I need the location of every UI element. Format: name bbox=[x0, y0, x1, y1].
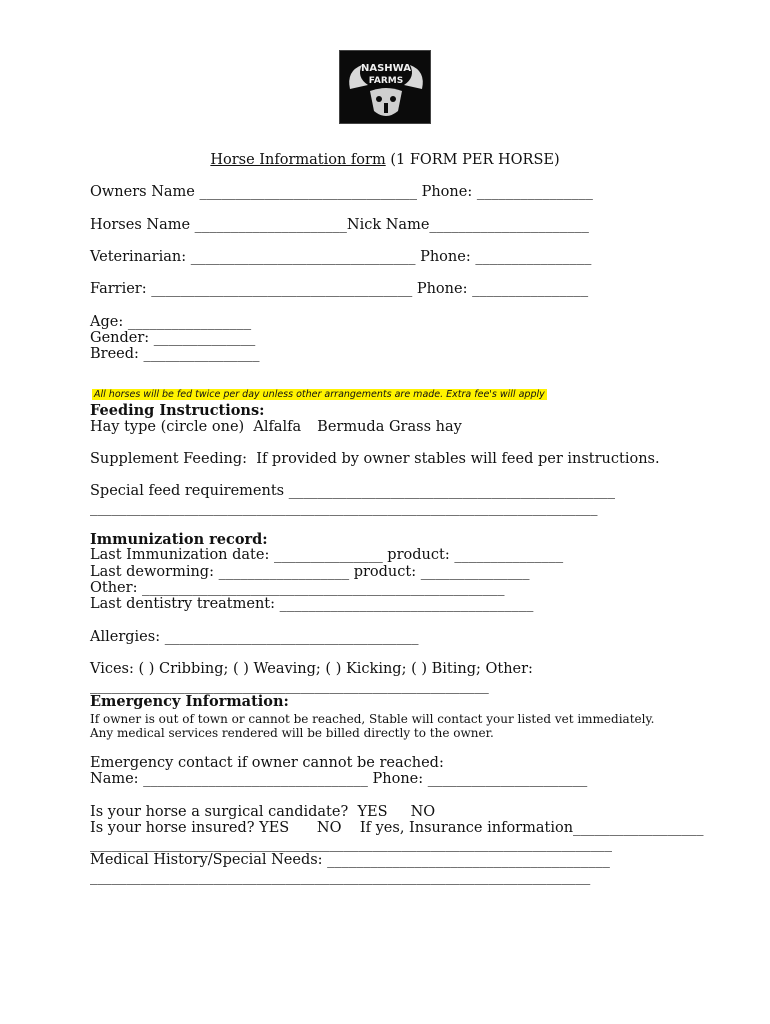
breed-field[interactable]: Breed: ________________ bbox=[90, 346, 260, 362]
hay-option-bermuda[interactable]: Bermuda Grass hay bbox=[317, 419, 462, 435]
emergency-text-1: If owner is out of town or cannot be reached, Stable will contact your listed vet immediately. bbox=[90, 712, 655, 726]
other-field[interactable]: Other: __________________________________________________ bbox=[90, 580, 505, 596]
vices-field[interactable]: Vices: ( ) Cribbing; ( ) Weaving; ( ) Kicking; ( ) Biting; Other: bbox=[90, 661, 533, 677]
dentistry-field[interactable]: Last dentistry treatment: ___________________________________ bbox=[90, 596, 534, 612]
farm-logo bbox=[339, 50, 431, 124]
special-feed-field[interactable]: Special feed requirements _____________________________________________ bbox=[90, 483, 615, 499]
emergency-name-phone-field[interactable]: Name: _______________________________ Phone: ______________________ bbox=[90, 771, 588, 787]
hay-type-line bbox=[90, 419, 462, 436]
bull-skull-icon bbox=[340, 51, 431, 124]
veterinarian-field[interactable]: Veterinarian: _______________________________ Phone: ________________ bbox=[90, 249, 592, 265]
supplement-feeding-text: Supplement Feeding: If provided by owner stables will feed per instructions. bbox=[90, 451, 660, 467]
vices-line2[interactable]: _______________________________________________________ bbox=[90, 678, 489, 694]
form-title bbox=[0, 152, 770, 168]
hay-type-label: Hay type (circle one) Alfalfa bbox=[90, 419, 302, 435]
last-immunization-field[interactable]: Last Immunization date: _______________ product: _______________ bbox=[90, 547, 564, 563]
emergency-contact-label: Emergency contact if owner cannot be reached: bbox=[90, 755, 444, 771]
feeding-note-highlight: All horses will be fed twice per day unless other arrangements are made. Extra fee's will apply bbox=[94, 389, 545, 400]
insured-question[interactable]: Is your horse insured? YES NO If yes, Insurance information__________________ bbox=[90, 820, 704, 836]
form-title-main: Horse Information form bbox=[210, 152, 386, 168]
insured-line2[interactable]: ________________________________________________________________________ bbox=[90, 836, 612, 852]
owners-name-field[interactable]: Owners Name ______________________________ Phone: ________________ bbox=[90, 184, 593, 200]
last-deworming-field[interactable]: Last deworming: __________________ product: _______________ bbox=[90, 564, 530, 580]
gender-field[interactable]: Gender: ______________ bbox=[90, 330, 256, 346]
allergies-field[interactable]: Allergies: ___________________________________ bbox=[90, 629, 419, 645]
medical-history-field[interactable]: Medical History/Special Needs: _______________________________________ bbox=[90, 852, 610, 868]
emergency-heading: Emergency Information: bbox=[90, 693, 289, 710]
surgical-candidate-question[interactable]: Is your horse a surgical candidate? YES NO bbox=[90, 804, 436, 820]
farrier-field[interactable]: Farrier: ____________________________________ Phone: ________________ bbox=[90, 281, 589, 297]
form-title-suffix: (1 FORM PER HORSE) bbox=[385, 152, 560, 168]
age-field[interactable]: Age: _________________ bbox=[90, 314, 252, 330]
emergency-text-2: Any medical services rendered will be billed directly to the owner. bbox=[90, 726, 494, 740]
horses-name-field[interactable]: Horses Name _____________________Nick Name______________________ bbox=[90, 217, 589, 233]
medical-history-line2[interactable]: _____________________________________________________________________ bbox=[90, 869, 591, 885]
logo-line2: FARMS bbox=[368, 76, 404, 86]
immunization-heading: Immunization record: bbox=[90, 531, 268, 548]
logo-line1: NASHWA bbox=[361, 63, 411, 74]
feeding-heading: Feeding Instructions: bbox=[90, 402, 265, 419]
special-feed-line2[interactable]: ______________________________________________________________________ bbox=[90, 500, 598, 516]
